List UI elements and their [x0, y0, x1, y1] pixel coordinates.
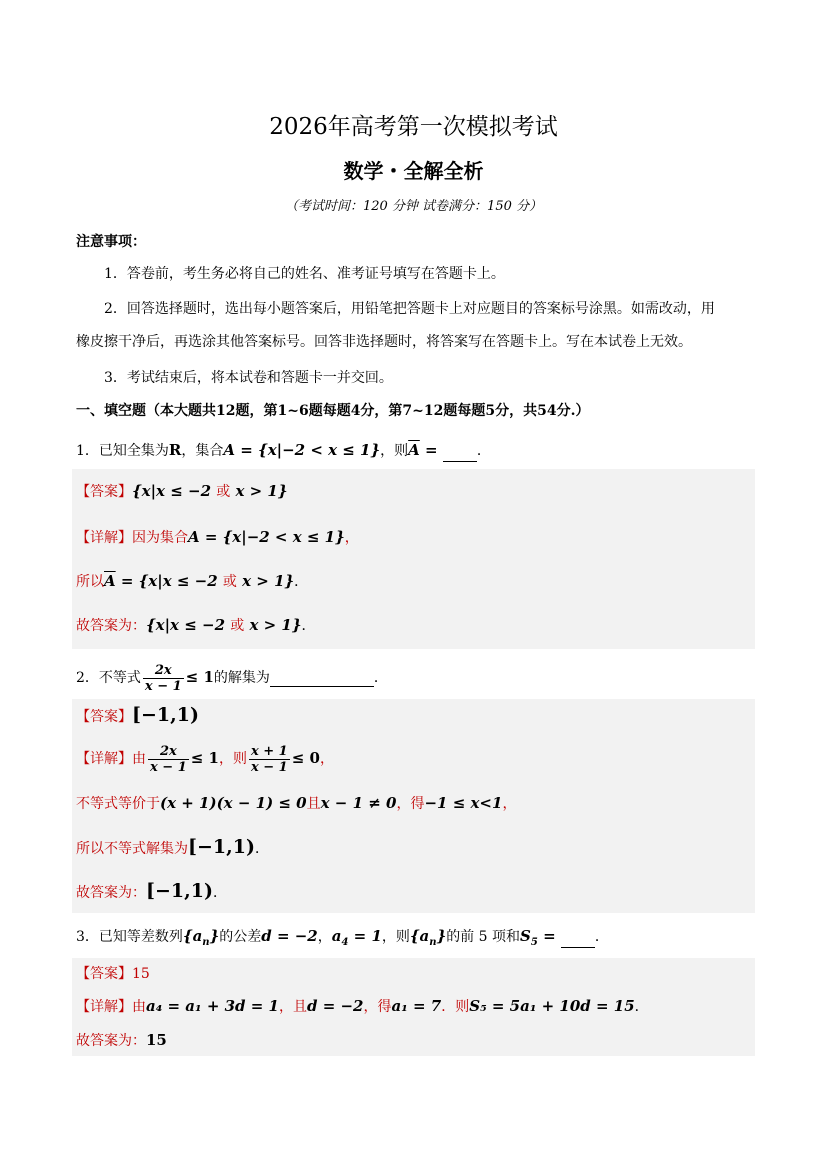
q3-detail-period: ． [634, 999, 649, 1015]
q3-stem-text-f: ． [594, 929, 609, 945]
q3-sequence-sub: n [202, 937, 210, 948]
q1-detail-set: A = {x|−2 < x ≤ 1} [188, 528, 345, 546]
q2-detail-frac2-num: x + 1 [250, 743, 288, 759]
q3-s5-base: S [520, 927, 531, 945]
q2-equiv-math: (x + 1)(x − 1) ≤ 0 [160, 794, 307, 812]
q3-detail-by: 由 [132, 999, 146, 1015]
q2-so-text: 所以不等式解集为 [76, 841, 188, 857]
q1-so-period: ． [294, 574, 309, 590]
q2-detail-line [76, 741, 334, 776]
q2-fraction-denominator: x − 1 [144, 678, 182, 694]
page-subtitle: 数学・全解全析 [343, 159, 484, 183]
answer-label: 【答案】 [76, 709, 132, 725]
q1-answer-math-b: x > 1} [230, 482, 288, 500]
q3-sequence [182, 927, 220, 948]
q2-answer-line [76, 705, 199, 727]
q2-fraction-numerator: 2x [143, 663, 184, 679]
q3-a4-base: a [331, 927, 342, 945]
q2-detail-by: 由 [132, 751, 146, 767]
q2-equiv-line [76, 793, 516, 814]
q2-equiv-comma: ， [502, 796, 517, 812]
q1-so-complement: $\overline{A}$ [104, 572, 116, 590]
q2-detail-frac1-num: 2x [148, 744, 189, 760]
q2-stem-text-a: 2．不等式 [76, 670, 141, 686]
q3-final-value: 15 [146, 1031, 167, 1049]
q3-stem-text-b: 的公差 [219, 929, 262, 945]
q2-le-one: ≤ 1 [185, 668, 214, 686]
q1-stem-text-e: ． [476, 443, 491, 459]
q3-final-line [76, 1030, 167, 1051]
q1-so-math-b: x > 1} [236, 572, 295, 590]
q3-sequence-open: {a [182, 927, 203, 945]
q3-detail-then: ．则 [441, 999, 470, 1015]
q1-answer-math-a: {x|x ≤ −2 [132, 482, 217, 500]
q3-answer-blank [561, 927, 595, 948]
q2-fraction [143, 663, 184, 694]
question-3-solution [72, 958, 755, 1056]
q1-so-math-a: = {x|x ≤ −2 [115, 572, 223, 590]
notice-item-2-line-2: 橡皮擦干净后，再选涂其他答案标号。回答非选择题时，将答案写在答题卡上。写在本试卷上无效。 [76, 334, 692, 350]
q2-detail-fraction-2 [249, 744, 290, 775]
q1-so-or: 或 [222, 574, 237, 590]
q1-detail-line [76, 527, 359, 548]
q3-a4 [331, 927, 382, 948]
q2-detail-comma: ， [319, 751, 334, 767]
q3-common-difference: d = −2 [261, 927, 318, 945]
q2-stem-text-c: ． [373, 670, 388, 686]
q1-detail-text: 因为集合 [132, 530, 188, 546]
question-1-stem [76, 440, 491, 462]
section-heading: 一、填空题（本大题共12题，第1~6题每题4分，第7~12题每题5分，共54分.） [76, 403, 590, 419]
q1-final-period: ． [301, 618, 316, 634]
q1-answer-blank [443, 441, 477, 462]
q2-equiv-text: 不等式等价于 [76, 796, 160, 812]
q3-answer-line [76, 964, 150, 984]
notice-item-3: 3．考试结束后，将本试卷和答题卡一并交回。 [104, 370, 393, 386]
question-2-stem [76, 660, 388, 695]
q2-so-math: [−1,1) [188, 836, 255, 858]
therefore-label: 故答案为： [76, 618, 146, 634]
q1-answer-line [76, 481, 288, 502]
q2-answer-blank [270, 670, 374, 687]
q3-stem-text-a: 3．已知等差数列 [76, 929, 183, 945]
q3-answer-value: 15 [132, 966, 150, 982]
therefore-label: 故答案为： [76, 1033, 146, 1049]
q1-so-line [76, 571, 308, 592]
q3-stem-text-e: 的前 5 项和 [446, 929, 521, 945]
q2-equiv-range: −1 ≤ x<1 [424, 794, 503, 812]
q2-detail-fraction-1 [148, 744, 189, 775]
q2-detail-le-zero: ≤ 0 [291, 749, 320, 767]
q3-detail-a1: a₁ = 7 [391, 997, 442, 1015]
notice-heading: 注意事项： [76, 234, 146, 250]
q2-final-math: [−1,1) [146, 880, 213, 902]
q3-detail-eq2: S₅ = 5a₁ + 10d = 15 [469, 997, 635, 1015]
q3-s5-sub: 5 [530, 937, 538, 948]
exam-info: （考试时间：120 分钟 试卷满分：150 分） [284, 199, 543, 214]
q2-detail-frac2-den: x − 1 [250, 759, 288, 775]
q2-final-period: ． [212, 885, 227, 901]
q3-detail-get: ，得 [363, 999, 392, 1015]
detail-label: 【详解】 [76, 530, 132, 546]
q1-universal-set: R [168, 441, 182, 459]
so-label: 所以 [76, 574, 104, 590]
q3-sequence-2 [409, 927, 447, 948]
q3-detail-line [76, 996, 649, 1017]
q3-detail-and: ，且 [278, 999, 307, 1015]
q1-set-a: A = {x|−2 < x ≤ 1} [223, 441, 381, 459]
q3-sequence-2-sub: n [429, 937, 437, 948]
q2-detail-le-one: ≤ 1 [190, 749, 219, 767]
q3-detail-d: d = −2 [306, 997, 364, 1015]
q1-stem-text-b: ，集合 [181, 443, 224, 459]
answer-label: 【答案】 [76, 966, 132, 982]
q3-sequence-2-close: } [436, 927, 447, 945]
therefore-label: 故答案为： [76, 885, 146, 901]
q3-stem-text-c: ， [317, 929, 332, 945]
q1-final-math-a: {x|x ≤ −2 [146, 616, 231, 634]
q3-s5 [520, 927, 561, 948]
question-3-stem [76, 926, 609, 953]
q3-a4-sub: 4 [341, 937, 349, 948]
q1-stem-text-a: 1．已知全集为 [76, 443, 169, 459]
q2-detail-frac1-den: x − 1 [150, 759, 187, 775]
q1-detail-end: ， [344, 530, 359, 546]
q2-detail-then: ，则 [218, 751, 247, 767]
q3-sequence-close: } [209, 927, 220, 945]
q3-sequence-2-open: {a [409, 927, 430, 945]
q1-equals: = [419, 441, 443, 459]
notice-item-1: 1．答卷前，考生务必将自己的姓名、准考证号填写在答题卡上。 [104, 266, 505, 282]
q2-so-line [76, 837, 269, 859]
q2-equiv-and: 且 [306, 796, 321, 812]
q3-detail-eq1: a₄ = a₁ + 3d = 1 [146, 997, 279, 1015]
notice-item-2-line-1: 2．回答选择题时，选出每小题答案后，用铅笔把答题卡上对应题目的答案标号涂黑。如需改动，用 [104, 301, 715, 317]
answer-label: 【答案】 [76, 484, 132, 500]
detail-label: 【详解】 [76, 999, 132, 1015]
q2-so-period: ． [254, 841, 269, 857]
q3-a4-value: = 1 [348, 927, 382, 945]
question-1-solution [72, 469, 755, 649]
page-title: 2026年高考第一次模拟考试 [269, 114, 558, 140]
q1-final-math-b: x > 1} [244, 616, 302, 634]
q2-final-line [76, 881, 227, 903]
q3-s5-equals: = [537, 927, 561, 945]
q1-final-line [76, 615, 316, 636]
q1-complement: $\overline{A}$ [408, 441, 420, 459]
q1-final-or: 或 [230, 618, 245, 634]
question-2-solution [72, 699, 755, 913]
q2-answer-math: [−1,1) [132, 704, 199, 726]
q1-stem-text-c: ，则 [380, 443, 409, 459]
q1-answer-or: 或 [216, 484, 231, 500]
q2-equiv-get: ，得 [396, 796, 425, 812]
q3-stem-text-d: ，则 [381, 929, 410, 945]
q2-stem-text-b: 的解集为 [213, 670, 270, 686]
detail-label: 【详解】 [76, 751, 132, 767]
q2-equiv-neq: x − 1 ≠ 0 [320, 794, 397, 812]
